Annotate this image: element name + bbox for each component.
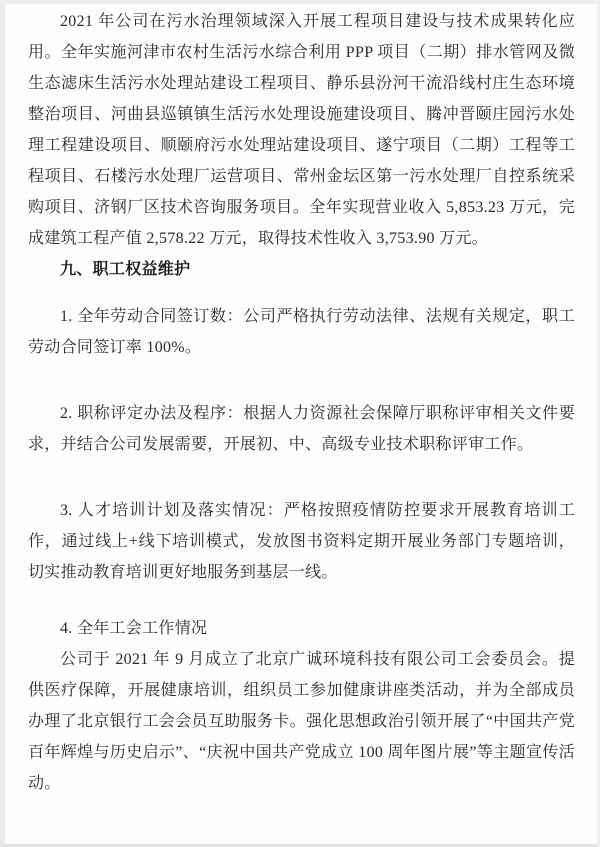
list-item-1: 1. 全年劳动合同签订数：公司严格执行劳动法律、法规有关规定，职工劳动合同签订率 100%。 [28,308,575,356]
list-item-4-body: 公司于 2021 年 9 月成立了北京广诚环境科技有限公司工会委员会。提供医疗保障，开展健康培训，组织员工参加健康讲座类活动，并为全部成员办理了北京银行工会会员互助服务卡。强化思想政治引领开展了“中国共产党百年辉煌与历史启示”、“庆祝中国共产党成立 100 周年图片展”等主题宣传活动。 [28,651,575,792]
list-item-2: 2. 职称评定办法及程序：根据人力资源社会保障厅职称评审相关文件要求，并结合公司发展需要，开展初、中、高级专业技术职称评审工作。 [28,405,575,453]
list-item-4-title: 4. 全年工会工作情况 [60,620,208,637]
section-heading: 九、职工权益维护 [60,261,191,278]
intro-paragraph: 2021 年公司在污水治理领域深入开展工程项目建设与技术成果转化应用。全年实施河津市农村生活污水综合利用 PPP 项目（二期）排水管网及微生态滤床生活污水处理站建设工程项目、静乐县汾河干流沿线村庄生态环境整治项目、河曲县巡镇镇生活污水处理设施建设项目、腾冲晋颐庄园污水处理工程建设项目、顺颐府污水处理站建设项目、遂宁项目（二期）工程等工程项目、石楼污水处理厂运营项目、常州金坛区第一污水处理厂自控系统采购项目、济钢厂区技术咨询服务项目。全年实现营业收入 5,853.23 万元，完成建筑工程产值 2,578.22 万元，取得技术性收入 3,753.90 万元。 [28,13,575,247]
list-item-3: 3. 人才培训计划及落实情况：严格按照疫情防控要求开展教育培训工作，通过线上+线下培训模式，发放图书资料定期开展业务部门专题培训，切实推动教育培训更好地服务到基层一线。 [28,502,575,581]
